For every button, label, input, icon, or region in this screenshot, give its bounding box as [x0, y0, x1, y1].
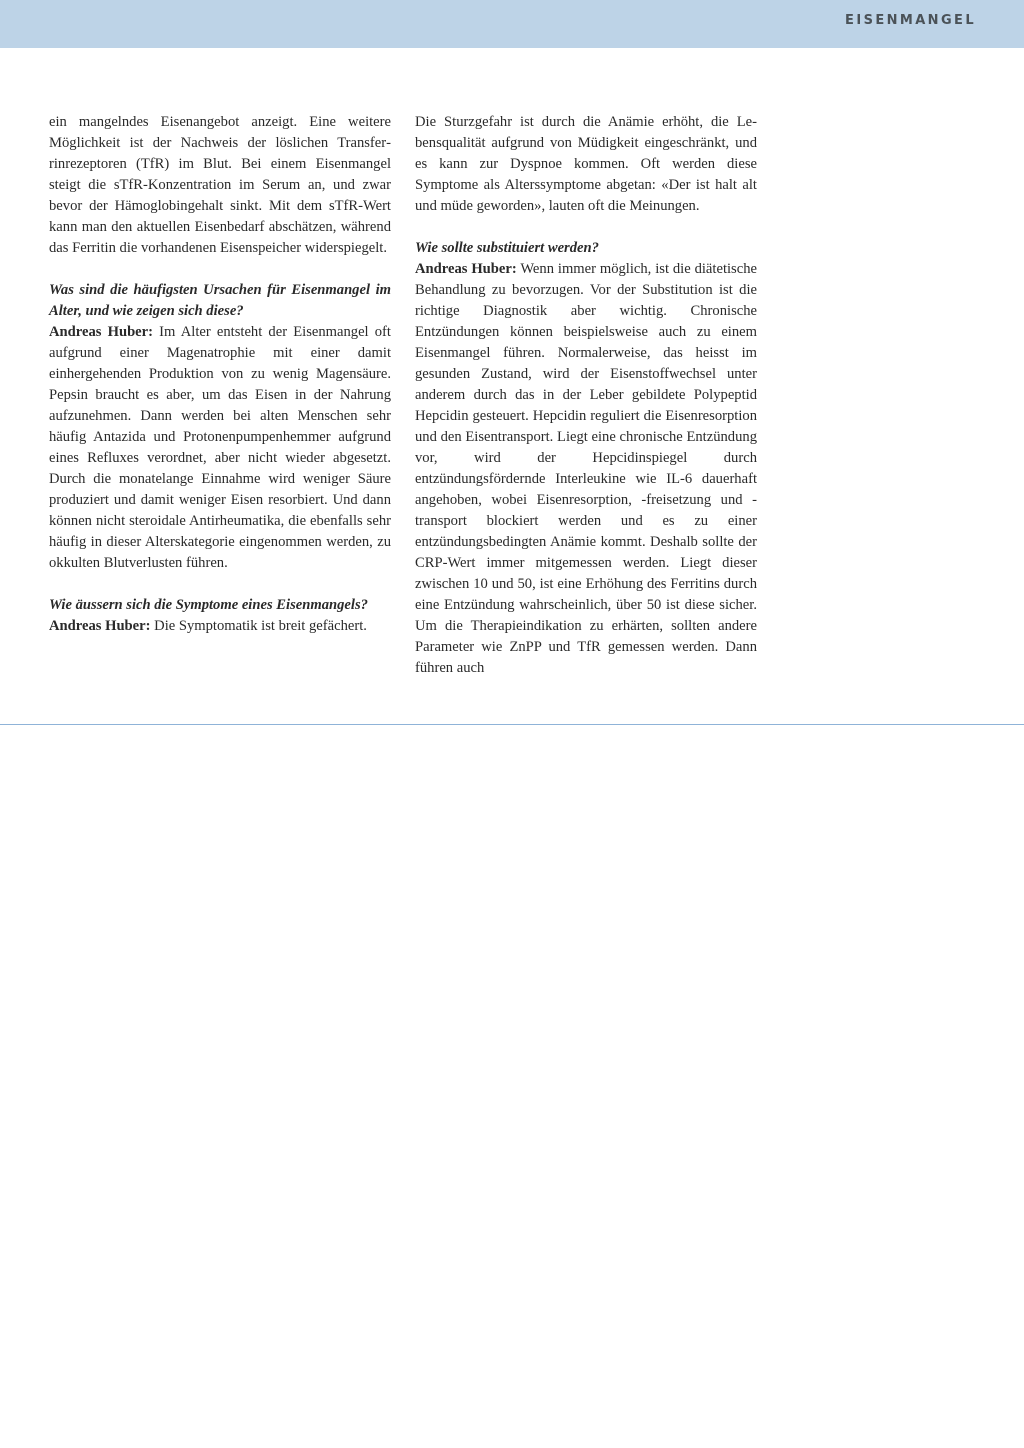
speaker-name: Andreas Huber:	[415, 261, 517, 277]
answer-text: Die Symptomatik ist breit gefächert.	[150, 618, 367, 634]
paragraph-gap	[49, 574, 391, 595]
paragraph-gap	[415, 217, 757, 238]
header-band	[0, 0, 1024, 48]
speaker-name: Andreas Huber:	[49, 324, 153, 340]
article-column-right	[415, 112, 757, 679]
interview-question: Was sind die häufigsten Ursachen für Eisenmangel im Alter, und wie zeigen sich diese?	[49, 282, 391, 319]
answer-text: Im Alter entsteht der Eisenmangel oft aufgrund einer Magenatrophie mit einer damit einhergehenden Produktion von zu wenig Magensäure. Pepsin braucht es aber, um das Eisen in der Nahrung aufzunehmen. Dann werden bei alten Menschen sehr häufig Antazida und Protonenpumpenhemmer aufgrund eines Refluxes verordnet, aber nicht wieder abgesetzt. Durch die monatelange Einnahme wird weniger Säure produziert und damit weniger Eisen resorbiert. Und dann können nicht steroidale Antirheumatika, die ebenfalls sehr häufig in dieser Alterskategorie eingenommen werden, zu okkulten Blutverlusten führen.	[49, 324, 391, 571]
speaker-name: Andreas Huber:	[49, 618, 151, 634]
answer-text: Wenn immer möglich, ist die diätetische Behandlung zu bevorzugen. Vor der Substitution ist die richtige Diagnostik aber wichtig. Chronische Entzündungen können beispielsweise auch zu einem Eisenmangel führen. Normalerweise, das heisst im gesunden Zustand, wird der Eisenstoffwechsel unter anderem durch das in der Leber gebildete Polypeptid Hepcidin gesteuert. Hepcidin reguliert die Eisenresorption und den Eisentransport. Liegt eine chronische Entzündung vor, wird der Hepcidinspiegel durch entzündungsfördernde Interleukine wie IL-6 dauerhaft angehoben, wobei Eisenresorption, -freisetzung und -transport blockiert werden und es zu einer entzündungsbedingten Anämie kommt. Deshalb sollte der CRP-Wert immer mitgemessen werden. Liegt dieser zwischen 10 und 50, ist eine Erhöhung des Ferritins durch eine Entzündung wahrscheinlich, über 50 ist diese sicher. Um die Therapieindikation zu erhärten, sollten andere Parameter wie ZnPP und TfR gemessen werden. Dann führen auch	[415, 261, 757, 676]
interview-answer	[415, 259, 757, 679]
paragraph-continued: Die Sturzgefahr ist durch die Anämie erhöht, die Lebensqualität aufgrund von Müdigkeit eingeschränkt, und es kann zur Dyspnoe kommen. Oft werden diese Symptome als Alterssymptome abgetan: «Der ist halt alt und müde geworden», lauten oft die Meinungen.	[415, 114, 757, 214]
bottom-rule	[0, 724, 1024, 725]
paragraph-intro: ein mangelndes Eisenangebot anzeigt. Eine weitere Möglichkeit ist der Nachweis der löslichen Transferrinrezeptoren (TfR) im Blut. Bei einem Eisenmangel steigt die sTfR-Konzentration im Serum an, und zwar bevor der Hämoglobingehalt sinkt. Mit dem sTfR-​Wert kann man den aktuellen Eisenbedarf abschätzen, während das Ferritin die vorhandenen Eisenspeicher widerspiegelt.	[49, 114, 391, 256]
interview-question: Wie äussern sich die Symptome eines Eisenmangels?	[49, 597, 368, 613]
paragraph-gap	[49, 259, 391, 280]
interview-answer	[49, 616, 391, 637]
interview-question: Wie sollte substituiert werden?	[415, 240, 599, 256]
interview-answer	[49, 322, 391, 574]
section-label: EISENMANGEL	[845, 13, 976, 28]
article-column-left	[49, 112, 391, 637]
